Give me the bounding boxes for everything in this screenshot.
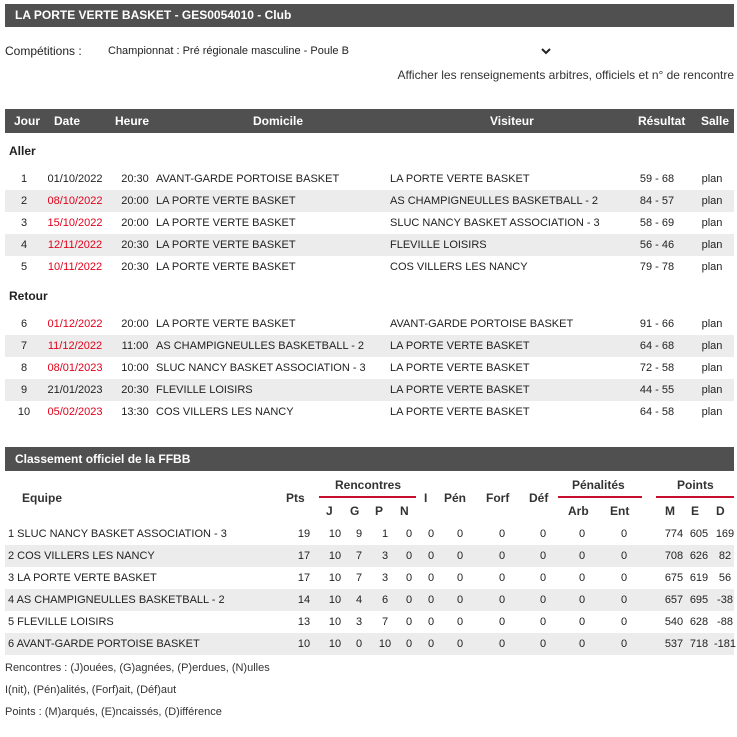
ranking-team: 3 LA PORTE VERTE BASKET [8, 572, 157, 584]
ranking-m: 540 [664, 616, 684, 628]
match-domicile: AS CHAMPIGNEULLES BASKETBALL - 2 [156, 340, 365, 352]
col-date: Date [54, 114, 81, 128]
competitions-label: Compétitions : [5, 44, 82, 58]
match-domicile: SLUC NANCY BASKET ASSOCIATION - 3 [156, 362, 366, 374]
ranking-j: 10 [328, 550, 342, 562]
ranking-forf: 0 [498, 528, 506, 540]
match-date: 10/11/2022 [47, 261, 103, 273]
ranking-forf: 0 [498, 638, 506, 650]
match-jour: 2 [20, 195, 28, 207]
ranking-def: 0 [539, 638, 547, 650]
ranking-j: 10 [328, 528, 342, 540]
competition-selected-value: Championnat : Pré régionale masculine - Poule B [108, 45, 349, 57]
ranking-team: 4 AS CHAMPIGNEULLES BASKETBALL - 2 [8, 594, 225, 606]
ranking-arb: 0 [578, 616, 586, 628]
rank-header-rencontres: Rencontres [335, 478, 402, 492]
match-date: 11/12/2022 [47, 340, 103, 352]
match-resultat: 59 - 68 [639, 173, 675, 185]
ranking-pts: 17 [297, 572, 311, 584]
match-visiteur: LA PORTE VERTE BASKET [390, 173, 530, 185]
match-salle-link[interactable]: plan [701, 406, 723, 418]
ranking-p: 3 [381, 550, 389, 562]
match-jour: 3 [20, 217, 28, 229]
ranking-e: 605 [689, 528, 709, 540]
match-domicile: AVANT-GARDE PORTOISE BASKET [156, 173, 340, 185]
legend-points: Points : (M)arqués, (E)ncaissés, (D)ifférence [5, 706, 222, 718]
ranking-n: 0 [405, 616, 413, 628]
match-visiteur: SLUC NANCY BASKET ASSOCIATION - 3 [390, 217, 600, 229]
ranking-ent: 0 [620, 616, 628, 628]
col-salle: Salle [701, 114, 730, 128]
ranking-m: 675 [664, 572, 684, 584]
ranking-n: 0 [405, 550, 413, 562]
match-salle-link[interactable]: plan [701, 195, 723, 207]
match-heure: 20:30 [121, 384, 149, 396]
match-domicile: LA PORTE VERTE BASKET [156, 318, 296, 330]
match-row [5, 256, 734, 278]
ranking-arb: 0 [578, 572, 586, 584]
match-resultat: 79 - 78 [639, 261, 675, 273]
ranking-n: 0 [405, 572, 413, 584]
ranking-d: 82 [718, 550, 732, 562]
match-resultat: 72 - 58 [639, 362, 675, 374]
ranking-def: 0 [539, 594, 547, 606]
match-heure: 11:00 [121, 340, 149, 352]
match-date: 08/01/2023 [47, 362, 103, 374]
ranking-arb: 0 [578, 550, 586, 562]
rank-header-j: J [326, 504, 333, 518]
rank-header-forf: Forf [486, 491, 510, 505]
ranking-d: -181 [713, 638, 737, 650]
ranking-e: 628 [689, 616, 709, 628]
ranking-m: 708 [664, 550, 684, 562]
match-date: 12/11/2022 [47, 239, 103, 251]
ranking-p: 1 [381, 528, 389, 540]
match-row [5, 379, 734, 401]
ranking-j: 10 [328, 616, 342, 628]
ranking-i: 0 [427, 528, 435, 540]
ranking-row [5, 545, 734, 567]
ranking-row [5, 633, 737, 655]
match-row [5, 234, 734, 256]
match-domicile: LA PORTE VERTE BASKET [156, 261, 296, 273]
match-salle-link[interactable]: plan [701, 261, 723, 273]
match-date: 01/10/2022 [47, 173, 103, 185]
match-jour: 9 [20, 384, 28, 396]
rank-header-n: N [400, 504, 409, 518]
match-visiteur: AS CHAMPIGNEULLES BASKETBALL - 2 [390, 195, 599, 207]
ranking-g: 4 [355, 594, 363, 606]
points-underline [656, 496, 734, 498]
legend-rencontres: Rencontres : (J)ouées, (G)agnées, (P)erdues, (N)ulles [5, 662, 270, 674]
match-resultat: 64 - 68 [639, 340, 675, 352]
match-visiteur: COS VILLERS LES NANCY [390, 261, 528, 273]
ranking-d: 56 [718, 572, 732, 584]
ranking-team: 2 COS VILLERS LES NANCY [8, 550, 155, 562]
ranking-j: 10 [328, 572, 342, 584]
ranking-def: 0 [539, 528, 547, 540]
retour-label: Retour [9, 289, 48, 303]
ranking-pen: 0 [456, 528, 464, 540]
match-date: 21/01/2023 [47, 384, 103, 396]
ranking-row [5, 523, 734, 545]
ranking-row [5, 567, 734, 589]
match-heure: 20:00 [121, 217, 149, 229]
match-date: 01/12/2022 [47, 318, 103, 330]
match-salle-link[interactable]: plan [701, 384, 723, 396]
match-resultat: 64 - 58 [639, 406, 675, 418]
ranking-i: 0 [427, 572, 435, 584]
ranking-j: 10 [328, 638, 342, 650]
match-heure: 20:30 [121, 239, 149, 251]
ranking-d: -88 [717, 616, 733, 628]
match-resultat: 84 - 57 [639, 195, 675, 207]
match-domicile: LA PORTE VERTE BASKET [156, 195, 296, 207]
rank-header-pts: Pts [286, 491, 305, 505]
match-visiteur: LA PORTE VERTE BASKET [390, 406, 530, 418]
col-resultat: Résultat [638, 114, 686, 128]
ranking-pts: 17 [297, 550, 311, 562]
match-salle-link[interactable]: plan [701, 173, 723, 185]
ranking-arb: 0 [578, 638, 586, 650]
ranking-pen: 0 [456, 594, 464, 606]
ranking-pts: 13 [297, 616, 311, 628]
rank-header-penalites: Pénalités [572, 478, 625, 492]
ranking-n: 0 [405, 594, 413, 606]
match-visiteur: LA PORTE VERTE BASKET [390, 340, 530, 352]
match-visiteur: AVANT-GARDE PORTOISE BASKET [390, 318, 574, 330]
match-heure: 13:30 [121, 406, 149, 418]
match-domicile: LA PORTE VERTE BASKET [156, 239, 296, 251]
ranking-d: -38 [717, 594, 733, 606]
match-row [5, 168, 734, 190]
competition-select[interactable] [108, 40, 554, 62]
match-visiteur: LA PORTE VERTE BASKET [390, 362, 530, 374]
ranking-title-bar [5, 447, 734, 471]
chevron-down-icon [540, 45, 552, 57]
match-date: 08/10/2022 [47, 195, 103, 207]
match-row [5, 190, 734, 212]
penalites-underline [558, 496, 642, 498]
ranking-title: Classement officiel de la FFBB [15, 452, 191, 466]
match-date: 05/02/2023 [47, 406, 103, 418]
ranking-m: 774 [664, 528, 684, 540]
ranking-ent: 0 [620, 594, 628, 606]
club-title-bar [5, 4, 734, 27]
match-jour: 10 [17, 406, 31, 418]
ranking-ent: 0 [620, 638, 628, 650]
rank-header-i: I [424, 491, 428, 505]
rank-header-points: Points [677, 478, 714, 492]
ranking-team: 6 AVANT-GARDE PORTOISE BASKET [8, 638, 200, 650]
match-jour: 5 [20, 261, 28, 273]
ranking-e: 619 [689, 572, 709, 584]
ranking-pen: 0 [456, 638, 464, 650]
ranking-d: 169 [715, 528, 735, 540]
match-row [5, 313, 734, 335]
ranking-row [5, 611, 734, 633]
ranking-ent: 0 [620, 528, 628, 540]
ranking-def: 0 [539, 572, 547, 584]
match-resultat: 91 - 66 [639, 318, 675, 330]
match-heure: 20:30 [121, 261, 149, 273]
ranking-g: 9 [355, 528, 363, 540]
match-jour: 8 [20, 362, 28, 374]
match-domicile: FLEVILLE LOISIRS [156, 384, 253, 396]
ranking-i: 0 [427, 638, 435, 650]
col-heure: Heure [115, 114, 150, 128]
rank-header-e: E [691, 504, 700, 518]
ranking-i: 0 [427, 550, 435, 562]
ranking-pen: 0 [456, 616, 464, 628]
rank-header-arb: Arb [568, 504, 589, 518]
match-jour: 6 [20, 318, 28, 330]
col-jour: Jour [14, 114, 41, 128]
ranking-e: 718 [689, 638, 709, 650]
rank-header-pen: Pén [444, 491, 467, 505]
match-resultat: 58 - 69 [639, 217, 675, 229]
match-jour: 4 [20, 239, 28, 251]
ranking-i: 0 [427, 616, 435, 628]
match-date: 15/10/2022 [47, 217, 103, 229]
match-visiteur: FLEVILLE LOISIRS [390, 239, 487, 251]
ranking-team: 5 FLEVILLE LOISIRS [8, 616, 114, 628]
ranking-row [5, 589, 734, 611]
ranking-def: 0 [539, 616, 547, 628]
rank-header-def: Déf [529, 491, 549, 505]
match-heure: 20:30 [121, 173, 149, 185]
ranking-pts: 19 [297, 528, 311, 540]
match-jour: 1 [20, 173, 28, 185]
col-domicile: Domicile [253, 114, 304, 128]
match-resultat: 44 - 55 [639, 384, 675, 396]
match-heure: 20:00 [121, 318, 149, 330]
match-salle-link[interactable]: plan [701, 217, 723, 229]
match-salle-link[interactable]: plan [701, 340, 723, 352]
ranking-m: 657 [664, 594, 684, 606]
ranking-arb: 0 [578, 594, 586, 606]
ranking-j: 10 [328, 594, 342, 606]
ranking-g: 7 [355, 572, 363, 584]
ranking-p: 3 [381, 572, 389, 584]
aller-label: Aller [9, 144, 36, 158]
ranking-g: 0 [355, 638, 363, 650]
ranking-n: 0 [405, 528, 413, 540]
rank-header-ent: Ent [610, 504, 630, 518]
ranking-pen: 0 [456, 550, 464, 562]
ranking-ent: 0 [620, 572, 628, 584]
rank-header-m: M [665, 504, 675, 518]
ranking-forf: 0 [498, 550, 506, 562]
ranking-arb: 0 [578, 528, 586, 540]
ranking-e: 626 [689, 550, 709, 562]
ranking-m: 537 [664, 638, 684, 650]
ranking-e: 695 [689, 594, 709, 606]
ranking-pts: 14 [297, 594, 311, 606]
matches-table-header [5, 109, 734, 133]
rank-header-p: P [375, 504, 384, 518]
match-resultat: 56 - 46 [639, 239, 675, 251]
ranking-def: 0 [539, 550, 547, 562]
ranking-forf: 0 [498, 572, 506, 584]
match-row [5, 335, 734, 357]
match-row [5, 401, 734, 423]
ranking-team: 1 SLUC NANCY BASKET ASSOCIATION - 3 [8, 528, 227, 540]
match-visiteur: LA PORTE VERTE BASKET [390, 384, 530, 396]
club-title: LA PORTE VERTE BASKET - GES0054010 - Club [15, 8, 292, 22]
match-row [5, 212, 734, 234]
ranking-p: 10 [378, 638, 392, 650]
ranking-g: 3 [355, 616, 363, 628]
match-row [5, 357, 734, 379]
match-heure: 20:00 [121, 195, 149, 207]
rencontres-underline [319, 496, 416, 498]
match-domicile: COS VILLERS LES NANCY [156, 406, 294, 418]
match-jour: 7 [20, 340, 28, 352]
match-heure: 10:00 [121, 362, 149, 374]
col-visiteur: Visiteur [490, 114, 534, 128]
legend-penalites: I(nit), (Pén)alités, (Forf)ait, (Déf)aut [5, 684, 177, 696]
ranking-pen: 0 [456, 572, 464, 584]
ranking-forf: 0 [498, 594, 506, 606]
ranking-g: 7 [355, 550, 363, 562]
ranking-p: 7 [381, 616, 389, 628]
match-salle-link[interactable]: plan [701, 318, 723, 330]
match-salle-link[interactable]: plan [701, 362, 723, 374]
match-domicile: LA PORTE VERTE BASKET [156, 217, 296, 229]
ranking-i: 0 [427, 594, 435, 606]
ranking-p: 6 [381, 594, 389, 606]
show-officials-link[interactable]: Afficher les renseignements arbitres, officiels et n° de rencontre [397, 68, 734, 82]
match-salle-link[interactable]: plan [701, 239, 723, 251]
ranking-forf: 0 [498, 616, 506, 628]
ranking-ent: 0 [620, 550, 628, 562]
rank-header-g: G [350, 504, 360, 518]
ranking-pts: 10 [297, 638, 311, 650]
rank-header-d: D [716, 504, 725, 518]
rank-header-equipe: Equipe [22, 491, 63, 505]
ranking-n: 0 [405, 638, 413, 650]
